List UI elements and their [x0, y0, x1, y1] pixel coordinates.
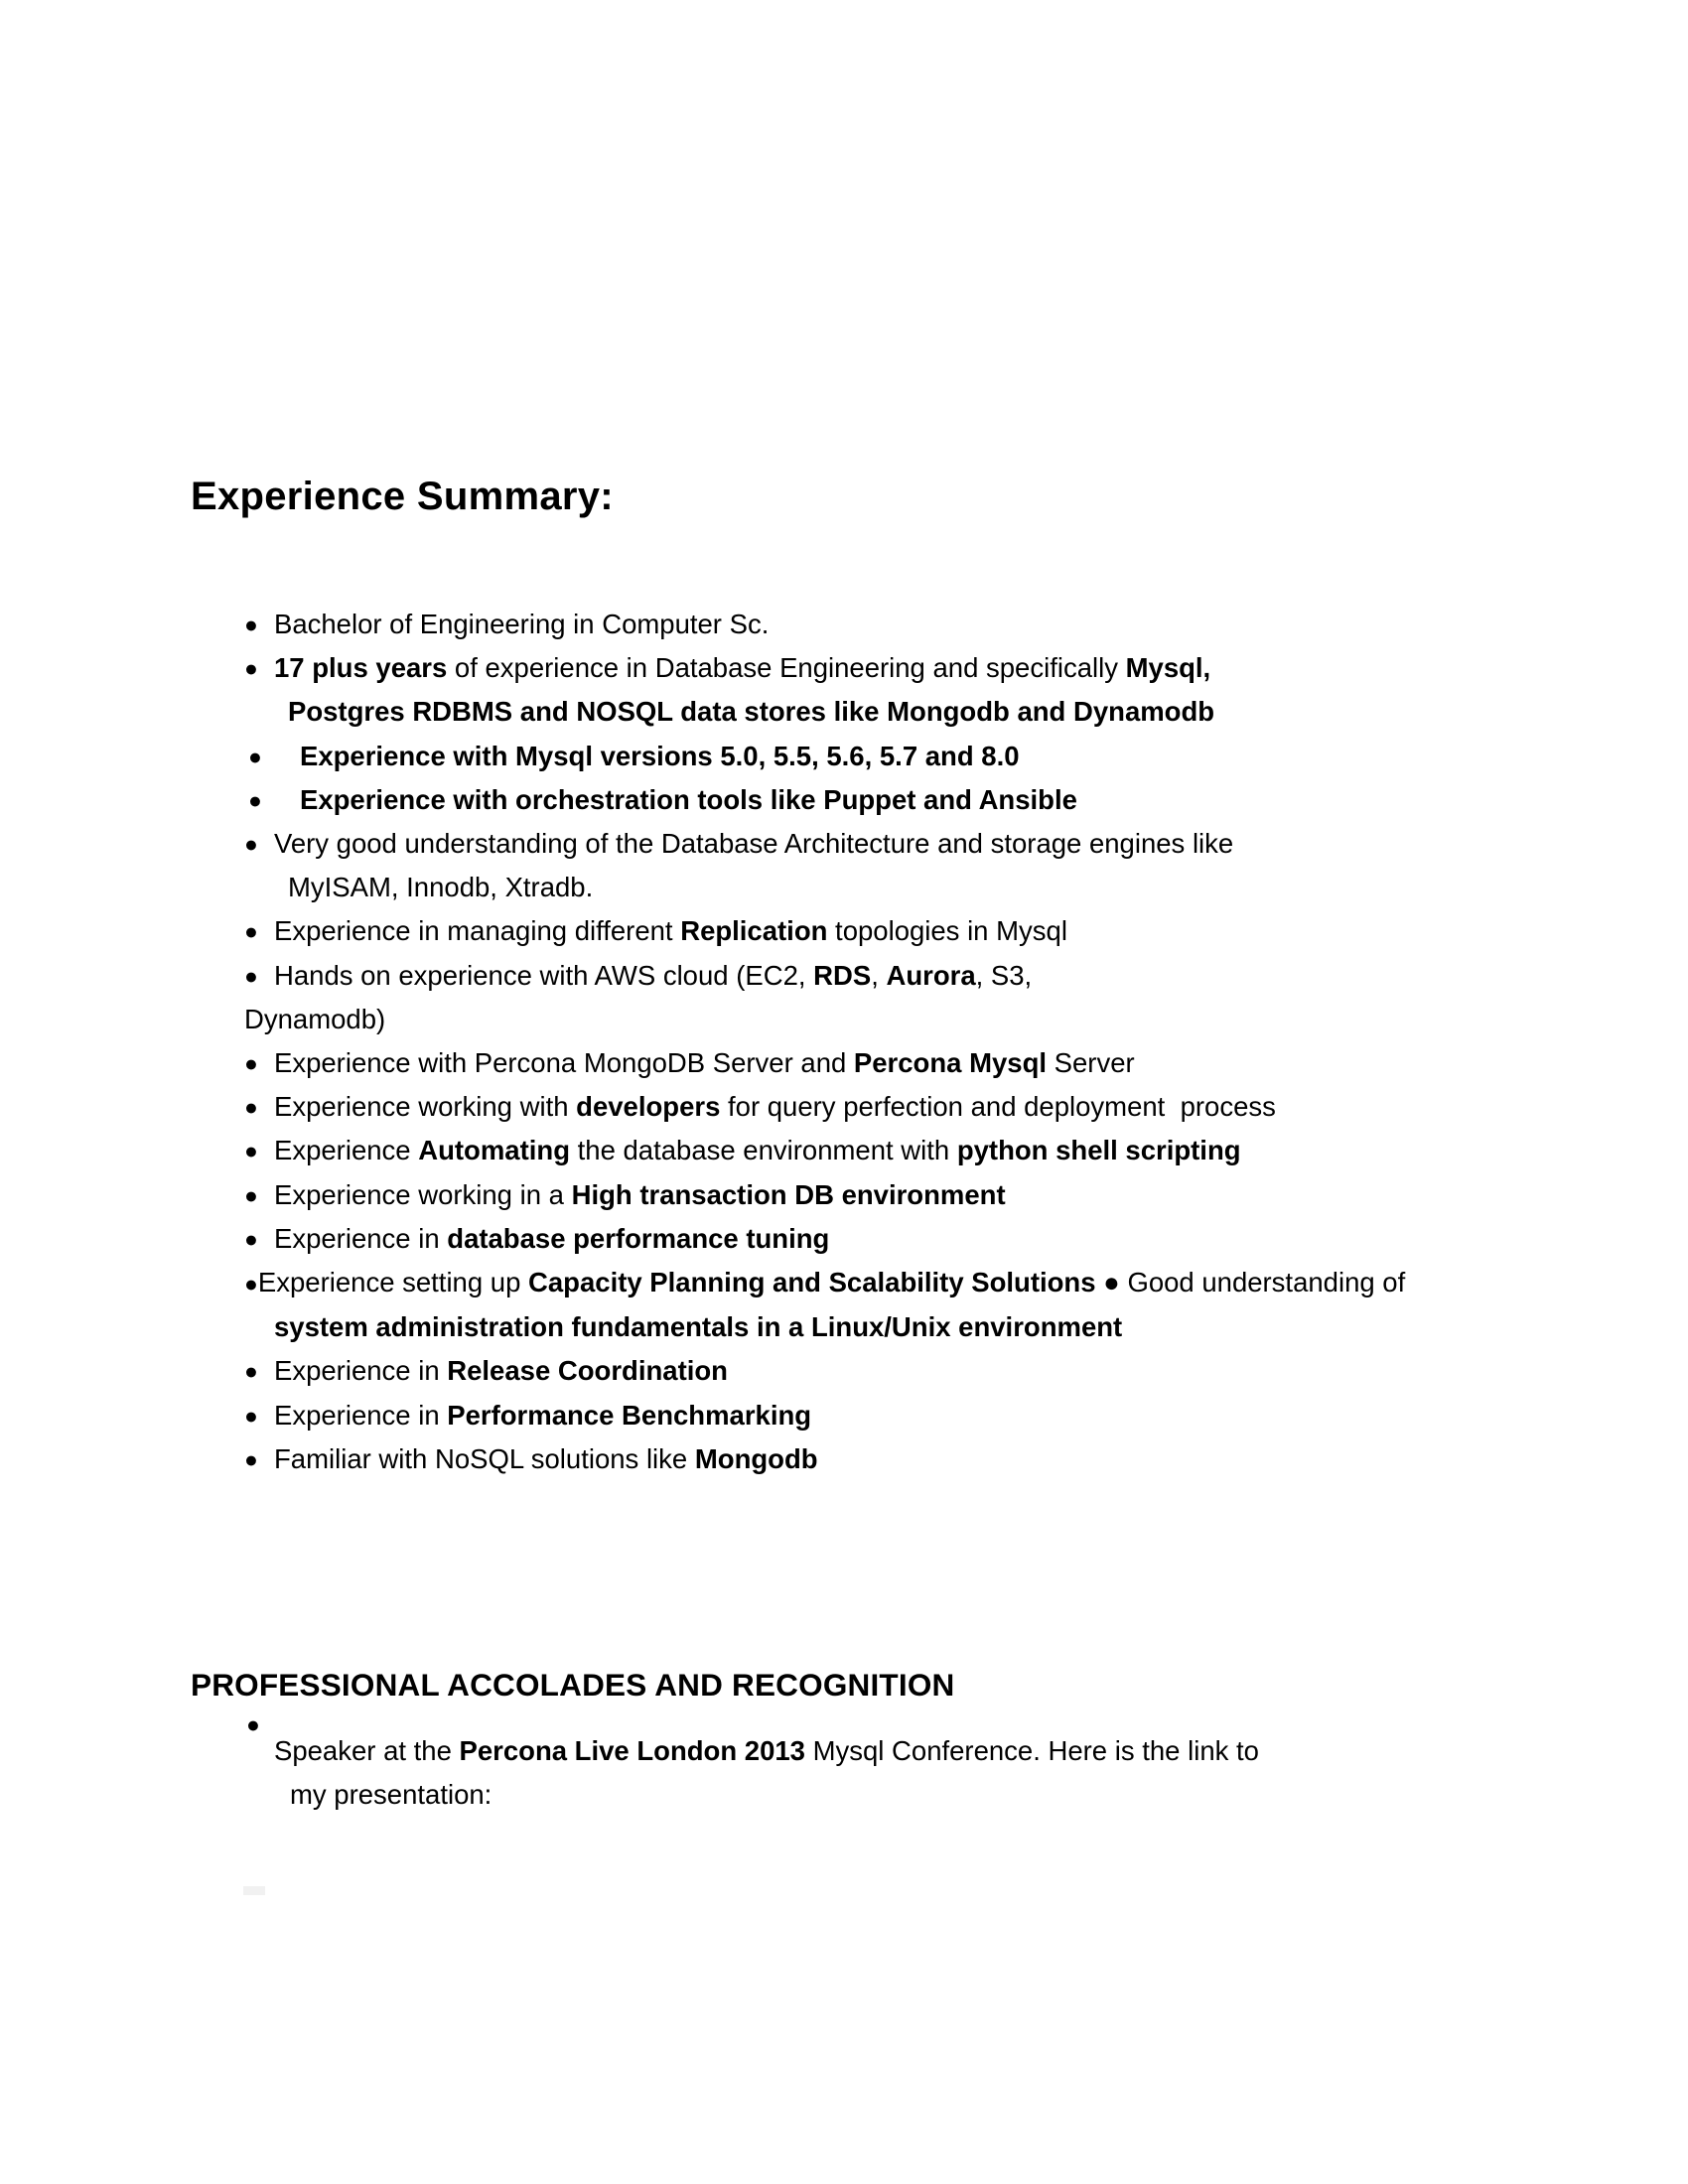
list-item [244, 909, 1495, 953]
bullet-icon: ● [244, 1271, 258, 1297]
list-item-continuation: Dynamodb) [244, 1003, 386, 1034]
list-item-text: Experience with Mysql versions 5.0, 5.5, 5.6, 5.7 and 8.0 [300, 740, 1020, 771]
list-item [244, 603, 1495, 646]
list-item [244, 1729, 1505, 1817]
list-item-text: Experience in [274, 1355, 448, 1387]
list-item-emphasis: python shell scripting [956, 1135, 1241, 1166]
accolades-section-title: PROFESSIONAL ACCOLADES AND RECOGNITION [191, 1667, 955, 1703]
list-item-text: Hands on experience with AWS cloud (EC2, [274, 959, 814, 991]
list-item-text: Experience with orchestration tools like Puppet and Ansible [300, 783, 1077, 815]
list-item-emphasis: Replication [680, 915, 828, 947]
list-item [244, 1217, 1495, 1261]
bullet-icon: ● [244, 1402, 258, 1429]
bullet-icon: ● [244, 1050, 258, 1077]
scan-artifact [243, 1886, 265, 1895]
list-item-text: Familiar with NoSQL solutions like [274, 1442, 695, 1474]
list-item-emphasis: Performance Benchmarking [447, 1399, 812, 1431]
list-item-continuation: Postgres RDBMS and NOSQL data stores like Mongodb and Dynamodb [288, 696, 1215, 728]
list-item-text: Experience in [274, 1399, 448, 1431]
list-item-continuation: my presentation: [290, 1779, 492, 1811]
list-item-text: for query perfection and deployment process [720, 1091, 1276, 1123]
bullet-icon: ● [244, 1181, 258, 1208]
list-item [244, 1173, 1495, 1217]
list-item-continuation: MyISAM, Innodb, Xtradb. [288, 872, 594, 903]
list-item-emphasis: 17 plus years [274, 652, 448, 684]
bullet-icon: ● [244, 1094, 258, 1121]
list-item [244, 1349, 1495, 1393]
list-item-text: Bachelor of Engineering in Computer Sc. [274, 609, 770, 639]
bullet-icon: ● [248, 743, 262, 769]
list-item-text: Good understanding of [1127, 1267, 1406, 1298]
page-title: Experience Summary: [191, 475, 614, 518]
list-item-text: topologies in Mysql [827, 915, 1067, 947]
bullet-icon: ● [244, 1225, 258, 1252]
list-item-text: Experience setting up [257, 1267, 529, 1298]
list-item-emphasis: Release Coordination [447, 1355, 728, 1387]
list-item [244, 646, 1495, 734]
list-item-text: Very good understanding of the Database Architecture and storage engines like [274, 828, 1234, 860]
inline-bullet-icon: ● [1095, 1267, 1128, 1298]
list-item-emphasis: database performance tuning [447, 1222, 830, 1254]
list-item-emphasis: RDS [813, 959, 872, 991]
list-item-text: Experience in [274, 1222, 448, 1254]
bullet-icon: ● [244, 918, 258, 945]
list-item-emphasis: system administration fundamentals in a Linux/Unix environment [274, 1311, 1123, 1343]
list-item-emphasis: developers [576, 1091, 721, 1123]
list-item-text: , [871, 959, 887, 991]
accolades-list [244, 1711, 1505, 1817]
list-item [244, 1129, 1495, 1172]
experience-summary-list [244, 603, 1495, 1481]
list-item-emphasis: Aurora [886, 959, 976, 991]
list-item [244, 1394, 1495, 1437]
list-item-text: Server [1047, 1047, 1135, 1079]
list-item-text: Experience in managing different [274, 915, 681, 947]
bullet-icon: ● [244, 655, 258, 682]
list-item [244, 1261, 1495, 1349]
list-item-text: , S3, [975, 959, 1033, 991]
bullet-icon: ● [244, 1445, 258, 1472]
list-item-emphasis: Percona Mysql [853, 1047, 1048, 1079]
list-item-text: Experience working with [274, 1091, 577, 1123]
list-item [244, 1085, 1495, 1129]
bullet-icon: ● [244, 962, 258, 989]
bullet-icon: ● [244, 1138, 258, 1164]
list-item-text: of experience in Database Engineering and specifically [447, 652, 1126, 684]
bullet-icon: ● [248, 786, 262, 813]
list-item-text: Experience working in a [274, 1178, 572, 1210]
list-item-emphasis: Percona Live London 2013 [459, 1735, 805, 1766]
list-item-emphasis: Mongodb [694, 1442, 818, 1474]
list-item-text: Speaker at the [274, 1735, 460, 1766]
list-item [244, 954, 1495, 1041]
list-item-emphasis: Capacity Planning and Scalability Solutions [528, 1267, 1096, 1298]
bullet-icon: ● [244, 612, 258, 637]
list-item [244, 778, 1495, 822]
bullet-icon: ● [244, 831, 258, 858]
list-item [244, 1041, 1495, 1085]
list-item-text: Experience [274, 1135, 419, 1166]
list-item-text: Experience with Percona MongoDB Server and [274, 1047, 854, 1079]
bullet-icon: ● [244, 1358, 258, 1385]
list-item [244, 1437, 1495, 1481]
list-item-text: Mysql Conference. Here is the link to [804, 1735, 1259, 1766]
list-item [244, 822, 1495, 909]
list-item-emphasis: High transaction DB environment [571, 1178, 1006, 1210]
bullet-icon: ● [246, 1711, 260, 1737]
list-item-text: the database environment with [570, 1135, 957, 1166]
list-item-emphasis: Mysql, [1125, 652, 1211, 684]
list-item [244, 735, 1495, 778]
list-item-emphasis: Automating [418, 1135, 570, 1166]
